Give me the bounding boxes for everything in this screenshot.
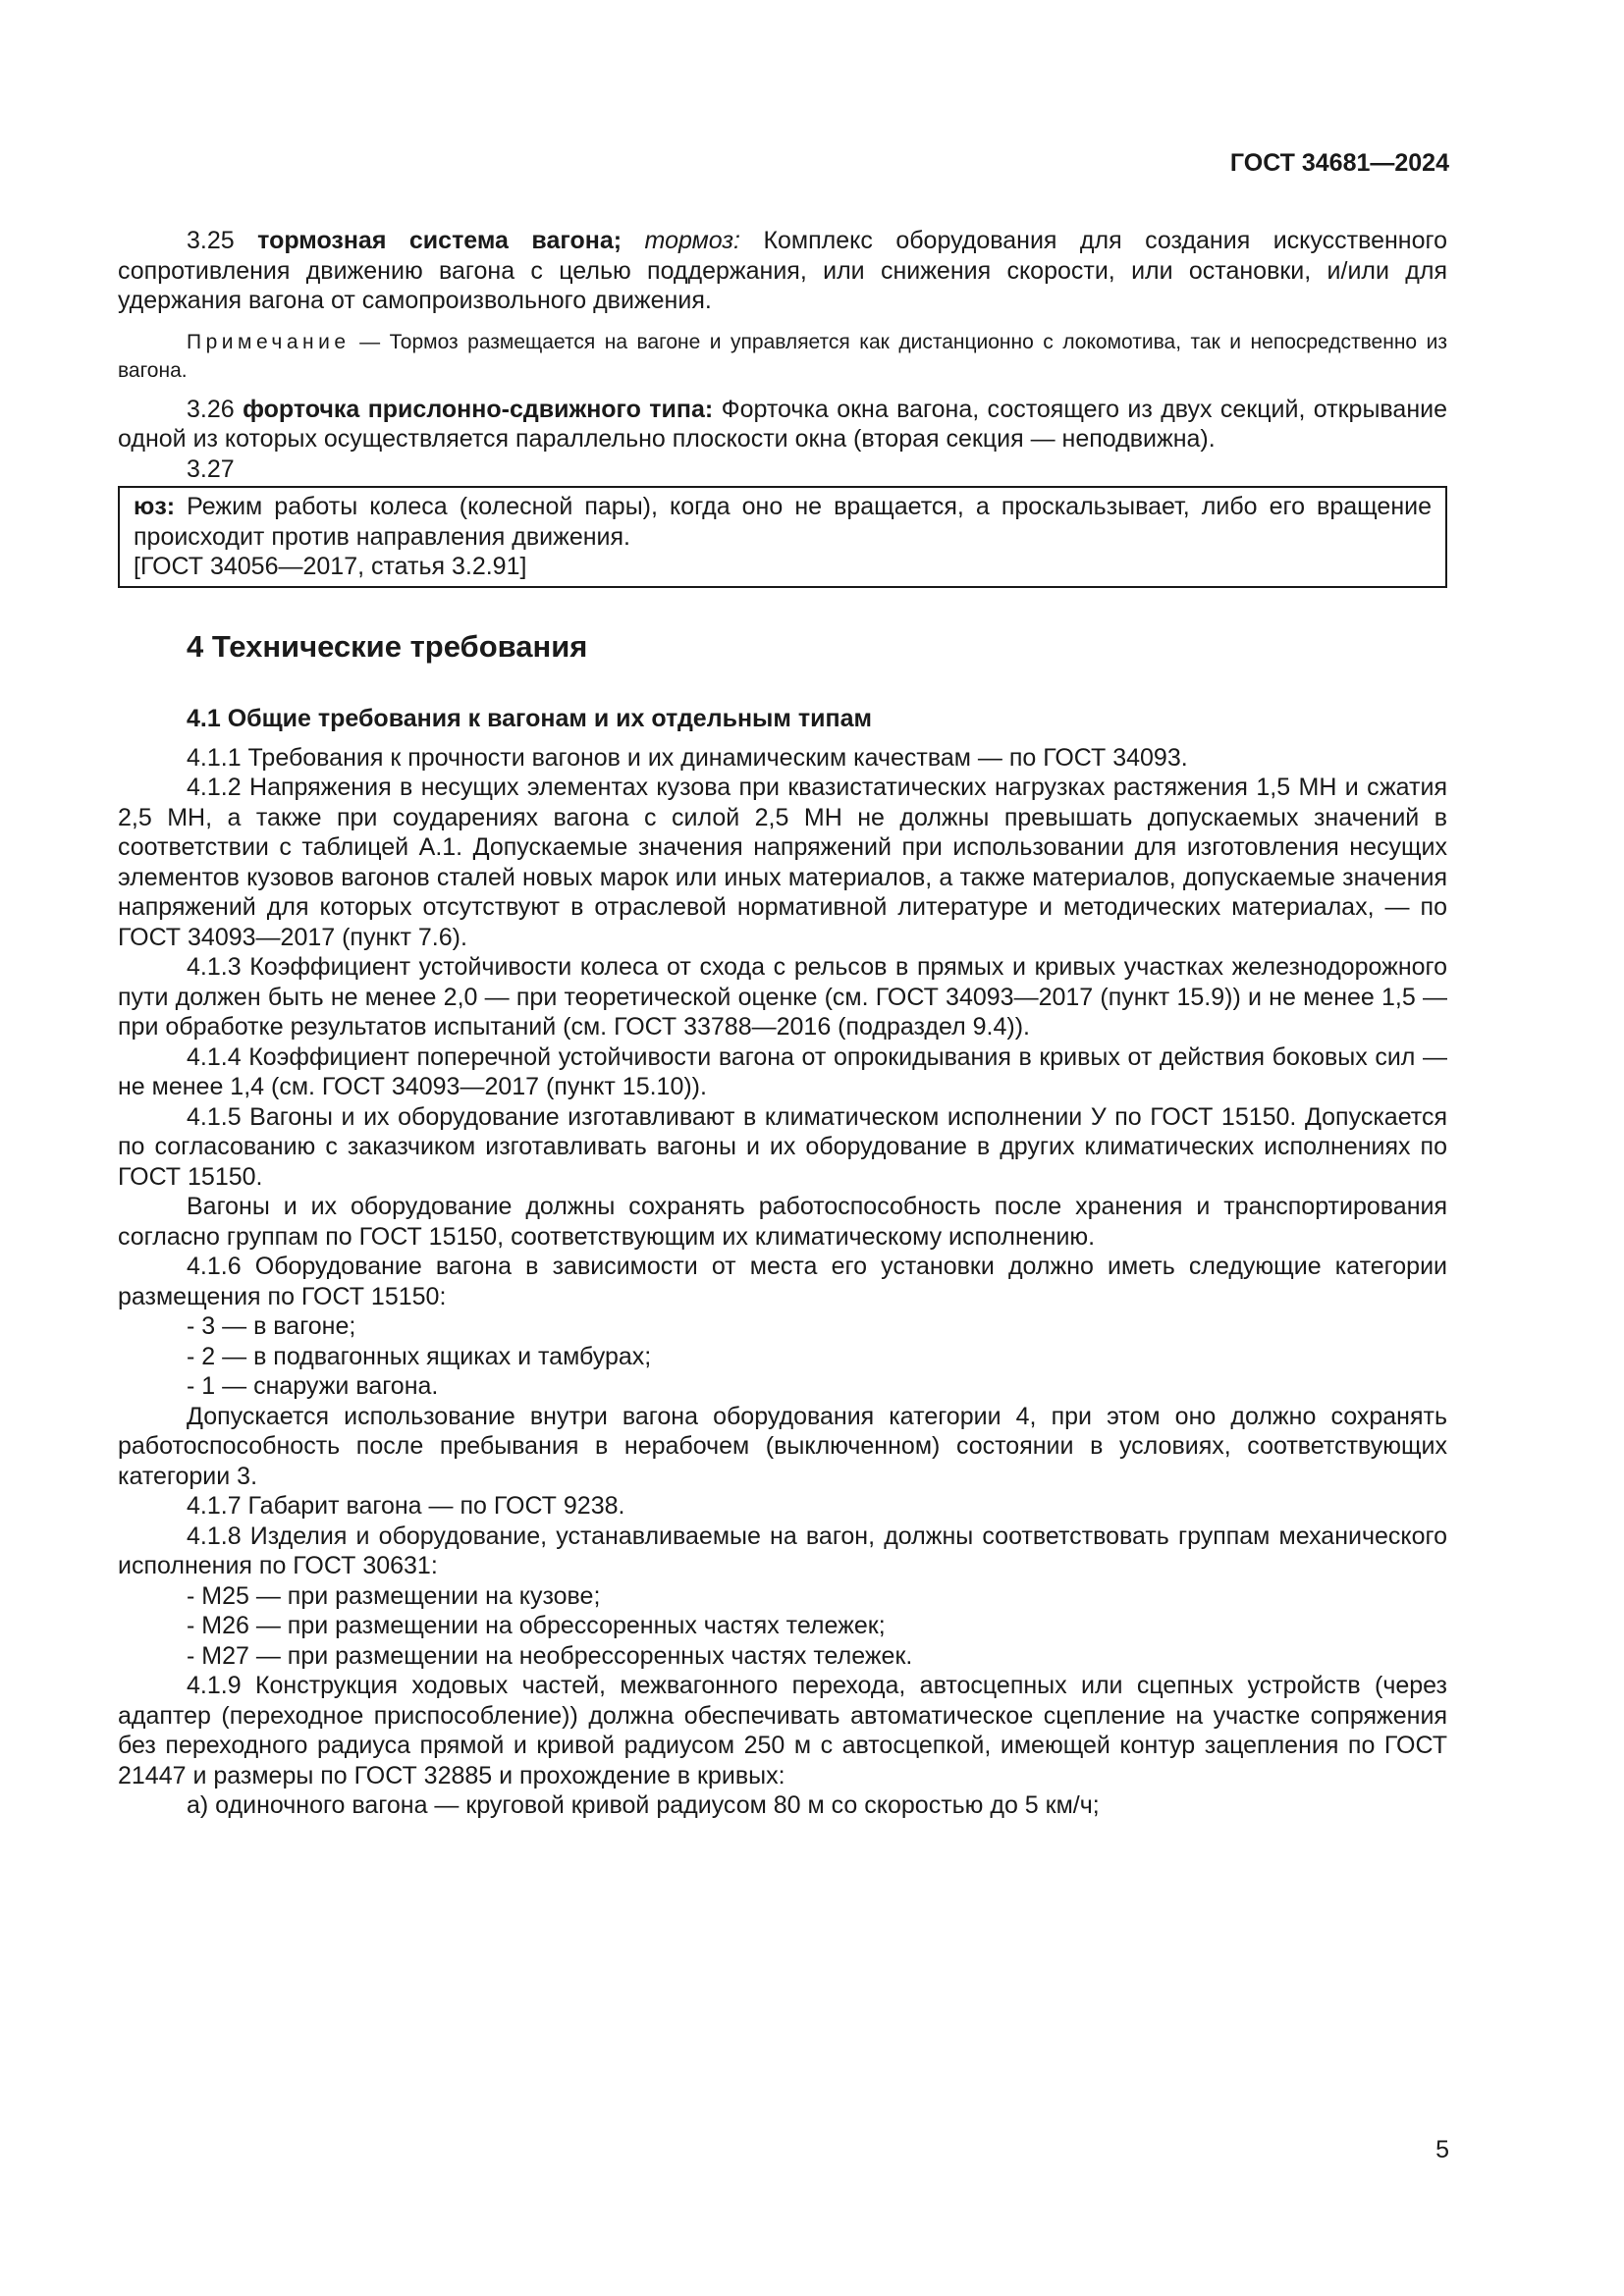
term-number: 3.26 bbox=[187, 395, 235, 423]
subsection-heading: 4.1 Общие требования к вагонам и их отдельным типам bbox=[187, 704, 872, 732]
paragraph: 4.1.4 Коэффициент поперечной устойчивости вагона от опрокидывания в кривых от действия боковых сил — не менее 1,4 (см. ГОСТ 34093—2017 (пункт 15.10)). bbox=[118, 1042, 1447, 1100]
paragraph: 4.1.9 Конструкция ходовых частей, межвагонного перехода, автосцепных или сцепных устройств (через адаптер (переходное приспособление)) должна обеспечивать автоматическое сцепление на участке сопряжения без переходного радиуса прямой и кривой радиусом 250 м с автосцепкой, имеющей контур зацепления по ГОСТ 21447 и размеры по ГОСТ 32885 и прохождение в кривых: bbox=[118, 1672, 1447, 1789]
term-3-26 bbox=[118, 395, 1447, 454]
list-item: - 1 — снаружи вагона. bbox=[187, 1372, 439, 1400]
term-name: тормозная система вагона; bbox=[257, 227, 623, 254]
note-dash: — bbox=[359, 330, 381, 353]
page-number: 5 bbox=[1435, 2136, 1449, 2163]
term-reference: [ГОСТ 34056—2017, статья 3.2.91] bbox=[134, 553, 527, 580]
paragraph: 4.1.1 Требования к прочности вагонов и их динамическим качествам — по ГОСТ 34093. bbox=[187, 743, 1188, 772]
term-number: 3.25 bbox=[187, 227, 235, 254]
list-item: - М25 — при размещении на кузове; bbox=[187, 1581, 601, 1610]
paragraph: 4.1.2 Напряжения в несущих элементах кузова при квазистатических нагрузках растяжения 1,5 МН и сжатия 2,5 МН, а также при соударениях вагона с силой 2,5 МН не должны превышать допускаемых значений в соответствии с таблицей А.1. Допускаемые значения напряжений при использовании для изготовления несущих элементов кузовов вагонов сталей новых марок или иных материалов, а также материалов, допускаемые значения напряжений для которых отсутствуют в отраслевой нормативной литературе и методических материалах, — по ГОСТ 34093—2017 (пункт 7.6). bbox=[118, 774, 1447, 951]
paragraph: 4.1.7 Габарит вагона — по ГОСТ 9238. bbox=[187, 1492, 625, 1520]
term-definition: Комплекс оборудования для создания искусственного сопротивления движению вагона с целью поддержания, или снижения скорости, или остановки, и/или для удержания вагона от самопроизвольного движения. bbox=[118, 227, 1447, 314]
paragraph: 4.1.3 Коэффициент устойчивости колеса от схода с рельсов в прямых и кривых участках железнодорожного пути должен быть не менее 2,0 — при теоретической оценке (см. ГОСТ 34093—2017 (пункт 15.9)) и не менее 1,5 — при обработке результатов испытаний (см. ГОСТ 33788—2016 (подраздел 9.4)). bbox=[118, 953, 1447, 1041]
paragraph: 4.1.8 Изделия и оборудование, устанавливаемые на вагон, должны соответствовать группам механического исполнения по ГОСТ 30631: bbox=[118, 1522, 1447, 1579]
note-label: Примечание bbox=[187, 330, 351, 353]
note bbox=[118, 328, 1447, 385]
list-item: - М27 — при размещении на необрессоренных частях тележек. bbox=[187, 1641, 913, 1670]
page-body bbox=[118, 226, 1447, 1821]
document-header: ГОСТ 34681—2024 bbox=[1229, 149, 1449, 177]
term-3-27 bbox=[134, 492, 1432, 552]
list-item: - 3 — в вагоне; bbox=[187, 1312, 356, 1340]
list-item: - 2 — в подвагонных ящиках и тамбурах; bbox=[187, 1342, 652, 1370]
list-item: а) одиночного вагона — круговой кривой радиусом 80 м со скоростью до 5 км/ч; bbox=[187, 1791, 1100, 1819]
quoted-term-box bbox=[118, 486, 1447, 588]
term-number-3-27: 3.27 bbox=[187, 454, 235, 483]
note-text: Тормоз размещается на вагоне и управляется как дистанционно с локомотива, так и непосредственно из вагона. bbox=[118, 330, 1447, 382]
term-definition: Форточка окна вагона, состоящего из двух секций, открывание одной из которых осуществляется параллельно плоскости окна (вторая секция — неподвижна). bbox=[118, 395, 1447, 453]
section-heading: 4 Технические требования bbox=[187, 628, 588, 664]
paragraph: Вагоны и их оборудование должны сохранять работоспособность после хранения и транспортирования согласно группам по ГОСТ 15150, соответствующим их климатическому исполнению. bbox=[118, 1193, 1447, 1251]
term-alt: тормоз: bbox=[644, 227, 740, 254]
term-name: юз: bbox=[134, 493, 176, 520]
list-item: - М26 — при размещении на обрессоренных частях тележек; bbox=[187, 1612, 886, 1639]
term-definition: Режим работы колеса (колесной пары), когда оно не вращается, а проскальзывает, либо его вращение происходит против направления движения. bbox=[134, 493, 1432, 551]
term-name: форточка прислонно-сдвижного типа: bbox=[243, 395, 714, 423]
paragraph: 4.1.6 Оборудование вагона в зависимости от места его установки должно иметь следующие категории размещения по ГОСТ 15150: bbox=[118, 1253, 1447, 1310]
term-3-25 bbox=[118, 226, 1447, 316]
paragraph: Допускается использование внутри вагона оборудования категории 4, при этом оно должно сохранять работоспособность после пребывания в нерабочем (выключенном) состоянии в условиях, соответствующих категории 3. bbox=[118, 1402, 1447, 1490]
paragraph: 4.1.5 Вагоны и их оборудование изготавливают в климатическом исполнении У по ГОСТ 15150. Допускается по согласованию с заказчиком изготавливать вагоны и их оборудование в других климатических исполнениях по ГОСТ 15150. bbox=[118, 1102, 1447, 1191]
